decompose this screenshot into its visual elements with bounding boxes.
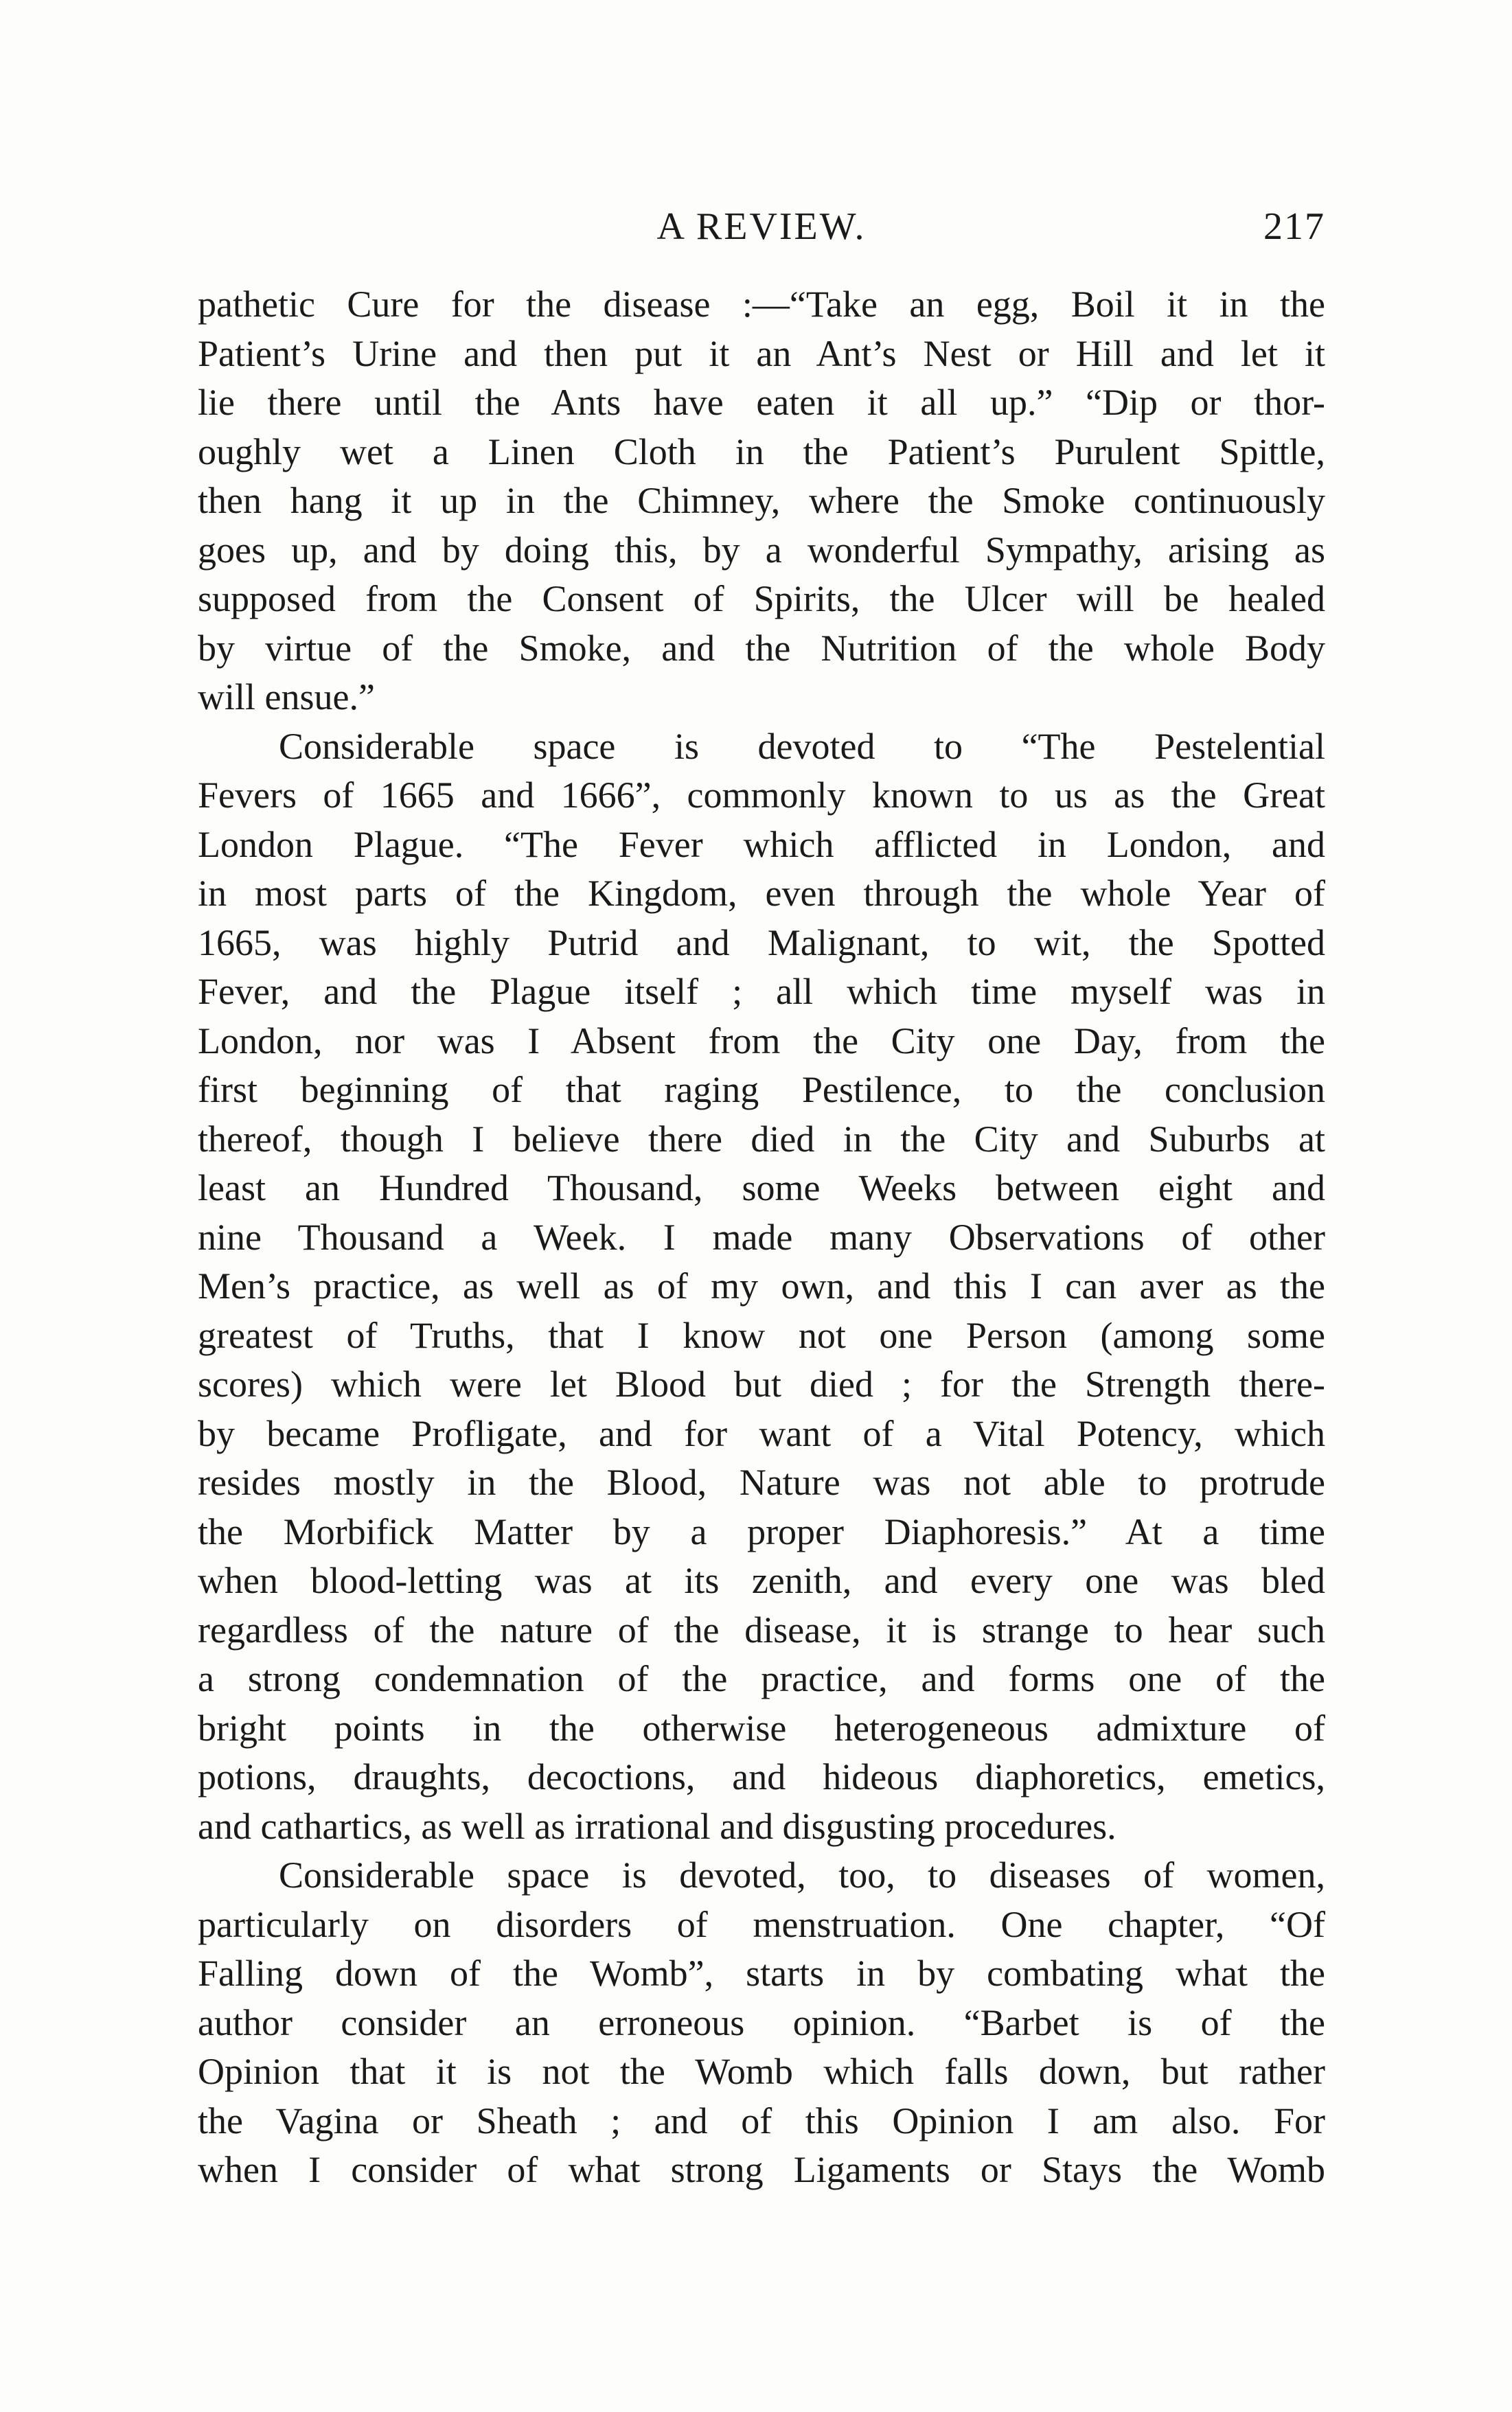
text-line: when blood-letting was at its zenith, and every one was bled <box>198 1560 1325 1601</box>
running-head <box>198 199 1325 254</box>
text-line: when I consider of what strong Ligaments or Stays the Womb <box>198 2149 1325 2190</box>
text-line: Fever, and the Plague itself ; all which time myself was in <box>198 971 1325 1012</box>
text-line: Fevers of 1665 and 1666”, commonly known to us as the Great <box>198 774 1325 816</box>
text-line: greatest of Truths, that I know not one Person (among some <box>198 1314 1325 1356</box>
text-line: by virtue of the Smoke, and the Nutrition of the whole Body <box>198 627 1325 669</box>
text-line: in most parts of the Kingdom, even through the whole Year of <box>198 873 1325 914</box>
text-line: oughly wet a Linen Cloth in the Patient’s Purulent Spittle, <box>198 430 1325 472</box>
text-line: 1665, was highly Putrid and Malignant, to wit, the Spotted <box>198 921 1325 963</box>
text-line: by became Profligate, and for want of a Vital Potency, which <box>198 1412 1325 1454</box>
page-number: 217 <box>1263 205 1325 248</box>
text-line: Opinion that it is not the Womb which falls down, but rather <box>198 2051 1325 2092</box>
text-line: Considerable space is devoted to “The Pestelential <box>279 725 1325 767</box>
running-title: A REVIEW. <box>656 205 867 248</box>
text-line: Men’s practice, as well as of my own, and this I can aver as the <box>198 1265 1325 1307</box>
text-line: a strong condemnation of the practice, and forms one of the <box>198 1658 1325 1699</box>
text-line: lie there until the Ants have eaten it all up.” “Dip or thor- <box>198 382 1325 423</box>
text-line: bright points in the otherwise heterogeneous admixture of <box>198 1707 1325 1749</box>
text-line: Patient’s Urine and then put it an Ant’s Nest or Hill and let it <box>198 332 1325 374</box>
text-line: London, nor was I Absent from the City one Day, from the <box>198 1020 1325 1061</box>
text-line: the Morbifick Matter by a proper Diaphoresis.” At a time <box>198 1511 1325 1552</box>
text-line: particularly on disorders of menstruation. One chapter, “Of <box>198 1903 1325 1945</box>
text-line: resides mostly in the Blood, Nature was not able to protrude <box>198 1462 1325 1503</box>
text-line: supposed from the Consent of Spirits, the Ulcer will be healed <box>198 578 1325 619</box>
text-line: author consider an erroneous opinion. “Barbet is of the <box>198 2001 1325 2043</box>
text-line: regardless of the nature of the disease, it is strange to hear such <box>198 1609 1325 1651</box>
text-line: then hang it up in the Chimney, where the Smoke continuously <box>198 480 1325 521</box>
text-line: potions, draughts, decoctions, and hideous diaphoretics, emetics, <box>198 1756 1325 1797</box>
text-line: nine Thousand a Week. I made many Observations of other <box>198 1216 1325 1258</box>
text-line: goes up, and by doing this, by a wonderful Sympathy, arising as <box>198 529 1325 571</box>
text-line: first beginning of that raging Pestilence, to the conclusion <box>198 1069 1325 1110</box>
text-line: the Vagina or Sheath ; and of this Opinion I am also. For <box>198 2100 1325 2141</box>
text-line: London Plague. “The Fever which afflicted in London, and <box>198 823 1325 865</box>
text-line: scores) which were let Blood but died ; for the Strength there- <box>198 1364 1325 1405</box>
text-line: pathetic Cure for the disease :—“Take an egg, Boil it in the <box>198 284 1325 325</box>
text-line: and cathartics, as well as irrational and disgusting procedures. <box>198 1805 1116 1847</box>
text-line: Falling down of the Womb”, starts in by combating what the <box>198 1953 1325 1994</box>
body-text <box>198 280 1325 2195</box>
text-line: will ensue.” <box>198 676 375 717</box>
text-line: Considerable space is devoted, too, to diseases of women, <box>279 1854 1325 1896</box>
text-line: least an Hundred Thousand, some Weeks between eight and <box>198 1167 1325 1208</box>
text-line: thereof, though I believe there died in the City and Suburbs at <box>198 1118 1325 1160</box>
